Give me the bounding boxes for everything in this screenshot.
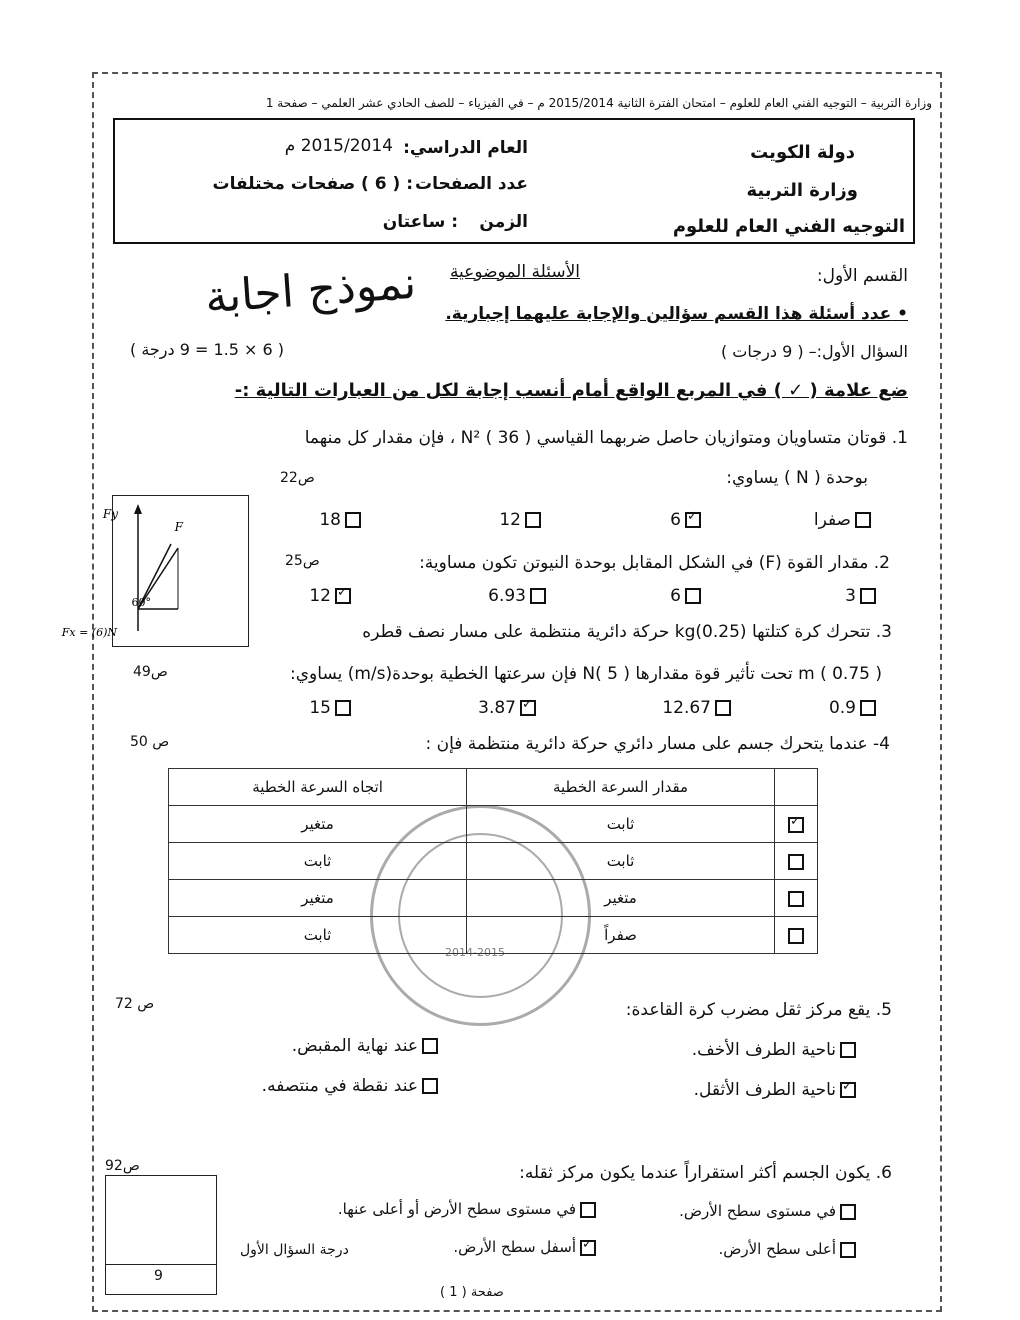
table-cell-check[interactable] (775, 880, 818, 917)
force-diagram (61, 495, 249, 647)
q5-text: 5. يقع مركز ثقل مضرب كرة القاعدة: (625, 1000, 892, 1020)
option-label: 6 (670, 586, 681, 606)
checkbox-checked[interactable] (685, 512, 701, 528)
option-label: 3.87 (478, 698, 516, 718)
year-label: العام الدراسي: (403, 138, 528, 158)
q6-text: 6. يكون الجسم أكثر استقراراً عندما يكون مركز ثقله: (519, 1163, 892, 1183)
checkbox[interactable] (530, 588, 546, 604)
q3-text-a: 3. تتحرك كرة كتلتها (0.25)kg حركة دائرية منتظمة على مسار نصف قطره (362, 622, 892, 642)
answer-model-stamp: نموذج اجابة (203, 257, 418, 324)
q6-option-4[interactable] (453, 1238, 600, 1256)
table-cell: صفراً (467, 917, 775, 954)
option-label: صفرا (813, 510, 851, 530)
checkbox[interactable] (860, 588, 876, 604)
checkbox[interactable] (345, 512, 361, 528)
option-label: أسفل سطح الأرض. (453, 1238, 576, 1256)
directorate-name: التوجيه الفني العام للعلوم (672, 216, 905, 237)
q1-page-ref: ص22 (280, 470, 315, 486)
f-label: F (174, 520, 183, 534)
table-cell: ثابت (467, 806, 775, 843)
checkbox[interactable] (422, 1038, 438, 1054)
option-label: 18 (319, 510, 341, 530)
q2-option-3[interactable] (488, 586, 550, 606)
ministry-name: وزارة التربية (746, 180, 858, 201)
table-cell: متغير (169, 880, 467, 917)
option-label: في مستوى سطح الأرض أو أعلى عنها. (337, 1200, 576, 1218)
option-label: 12 (499, 510, 521, 530)
fy-arrow-icon (134, 504, 142, 514)
page-footer: صفحة ( 1 ) (440, 1285, 504, 1300)
q6-option-1[interactable] (679, 1202, 860, 1220)
q2-option-1[interactable] (845, 586, 880, 606)
table-row[interactable] (169, 806, 818, 843)
seal-year: 2014-2015 (445, 946, 505, 959)
checkbox-checked[interactable] (335, 588, 351, 604)
section-note: • عدد أسئلة هذا القسم سؤالين والإجابة عليهما إجبارية. (445, 304, 908, 324)
q1-text-b: بوحدة ( N ) يساوي: (726, 468, 868, 488)
checkbox[interactable] (685, 588, 701, 604)
q4-page-ref: ص 50 (130, 734, 170, 750)
q5-option-3[interactable] (694, 1080, 860, 1100)
q3-page-ref: ص49 (133, 664, 168, 680)
q3-option-2[interactable] (662, 698, 735, 718)
table-header-magnitude: مقدار السرعة الخطية (467, 769, 775, 806)
q1-title: السؤال الأول:– ( 9 درجات ) (720, 342, 908, 361)
q5-page-ref: ص 72 (115, 996, 155, 1012)
fy-label: Fy (102, 507, 118, 521)
q5-option-1[interactable] (692, 1040, 860, 1060)
section-subtitle: الأسئلة الموضوعية (449, 262, 580, 282)
q6-option-2[interactable] (338, 1200, 600, 1218)
section-note-text: عدد أسئلة هذا القسم سؤالين والإجابة عليهما إجبارية. (445, 304, 892, 324)
table-header-direction: اتجاه السرعة الخطية (169, 769, 467, 806)
checkbox[interactable] (580, 1202, 596, 1218)
table-row[interactable] (169, 880, 818, 917)
option-label: في مستوى سطح الأرض. (679, 1202, 836, 1220)
pages-label: عدد الصفحات (415, 174, 528, 194)
time-label: الزمن (479, 212, 528, 232)
q4-text: 4- عندما يتحرك جسم على مسار دائري حركة دائرية منتظمة فإن : (425, 734, 890, 754)
q2-option-2[interactable] (670, 586, 705, 606)
q1-option-2[interactable] (670, 510, 705, 530)
q2-option-4[interactable] (309, 586, 355, 606)
pages-value: : ( 6 ) صفحات مختلفات (212, 174, 413, 194)
q5-option-4[interactable] (262, 1076, 442, 1096)
q3-option-1[interactable] (829, 698, 880, 718)
checkbox[interactable] (788, 928, 804, 944)
section-title: القسم الأول: (816, 266, 908, 286)
checkbox[interactable] (860, 700, 876, 716)
table-row[interactable] (169, 843, 818, 880)
table-cell: متغير (467, 880, 775, 917)
option-label: عند نقطة في منتصفه. (261, 1076, 418, 1096)
score-label: درجة السؤال الأول (240, 1242, 349, 1258)
checkbox[interactable] (788, 891, 804, 907)
checkbox[interactable] (422, 1078, 438, 1094)
q1-calc: ( 6 × 1.5 = 9 درجة ) (130, 340, 285, 359)
year-value: 2015/2014 م (284, 136, 393, 156)
q5-option-2[interactable] (292, 1036, 442, 1056)
score-box (105, 1175, 217, 1295)
checkbox-checked[interactable] (580, 1240, 596, 1256)
table-header-row (169, 769, 818, 806)
checkbox-checked[interactable] (840, 1082, 856, 1098)
force-diagram-svg (61, 496, 248, 646)
time-value: : ساعتان (382, 212, 458, 232)
table-row[interactable] (169, 917, 818, 954)
option-label: 6 (670, 510, 681, 530)
state-name: دولة الكويت (750, 142, 855, 163)
header-box (113, 118, 915, 244)
checkbox-checked[interactable] (520, 700, 536, 716)
checkbox-checked[interactable] (788, 817, 804, 833)
table-cell: ثابت (169, 843, 467, 880)
table-cell-check[interactable] (775, 917, 818, 954)
checkbox[interactable] (525, 512, 541, 528)
option-label: 3 (845, 586, 856, 606)
table-cell: متغير (169, 806, 467, 843)
option-label: ناحية الطرف الأخف. (691, 1040, 836, 1060)
option-label: عند نهاية المقبض. (291, 1036, 418, 1056)
option-label: 6.93 (488, 586, 526, 606)
angle-label: 60° (131, 596, 151, 609)
q1-option-4[interactable] (319, 510, 365, 530)
table-cell: ثابت (169, 917, 467, 954)
q4-table (168, 768, 818, 954)
option-label: أعلى سطح الأرض. (718, 1240, 836, 1258)
option-label: ناحية الطرف الأثقل. (693, 1080, 836, 1100)
score-value: 9 (154, 1268, 163, 1284)
table-cell-check[interactable] (775, 806, 818, 843)
page-border (92, 72, 942, 1312)
table-cell: ثابت (467, 843, 775, 880)
q3-text-b: m ( 0.75 ) تحت تأثير قوة مقدارها N( 5 ) فإن سرعتها الخطية بوحدة(m/s) يساوي: (290, 664, 882, 684)
checkbox[interactable] (840, 1042, 856, 1058)
option-label: 12.67 (662, 698, 711, 718)
option-label: 0.9 (828, 698, 856, 718)
checkbox[interactable] (788, 854, 804, 870)
q1-option-1[interactable] (814, 510, 875, 530)
q2-text: 2. مقدار القوة (F) في الشكل المقابل بوحدة النيوتن تكون مساوية: (419, 553, 890, 573)
instruction: ضع علامة ( ✓ ) في المربع الواقع أمام أنسب إجابة لكل من العبارات التالية :- (234, 380, 908, 401)
checkbox[interactable] (335, 700, 351, 716)
q6-page-ref: ص92 (105, 1158, 140, 1174)
q1-text-a: 1. قوتان متساويان ومتوازيان حاصل ضربهما القياسي N² ( 36 ) ، فإن مقدار كل منهما (304, 428, 908, 448)
q2-page-ref: ص25 (285, 553, 320, 569)
checkbox[interactable] (715, 700, 731, 716)
table-header-cell (775, 769, 818, 806)
running-header: وزارة التربية – التوجيه الفني العام للعلوم – امتحان الفترة الثانية 2015/2014 م – في الفيزياء – للصف الحادي عشر العلمي – صفحة 1 (265, 96, 932, 110)
checkbox[interactable] (855, 512, 871, 528)
q6-option-3[interactable] (718, 1240, 860, 1258)
fx-label: Fx = (6)N (61, 626, 117, 639)
checkbox[interactable] (840, 1204, 856, 1220)
q3-option-3[interactable] (478, 698, 540, 718)
table-cell-check[interactable] (775, 843, 818, 880)
score-divider (106, 1264, 216, 1265)
q1-option-3[interactable] (499, 510, 545, 530)
option-label: 12 (309, 586, 331, 606)
option-label: 15 (309, 698, 331, 718)
checkbox[interactable] (840, 1242, 856, 1258)
q3-option-4[interactable] (309, 698, 355, 718)
